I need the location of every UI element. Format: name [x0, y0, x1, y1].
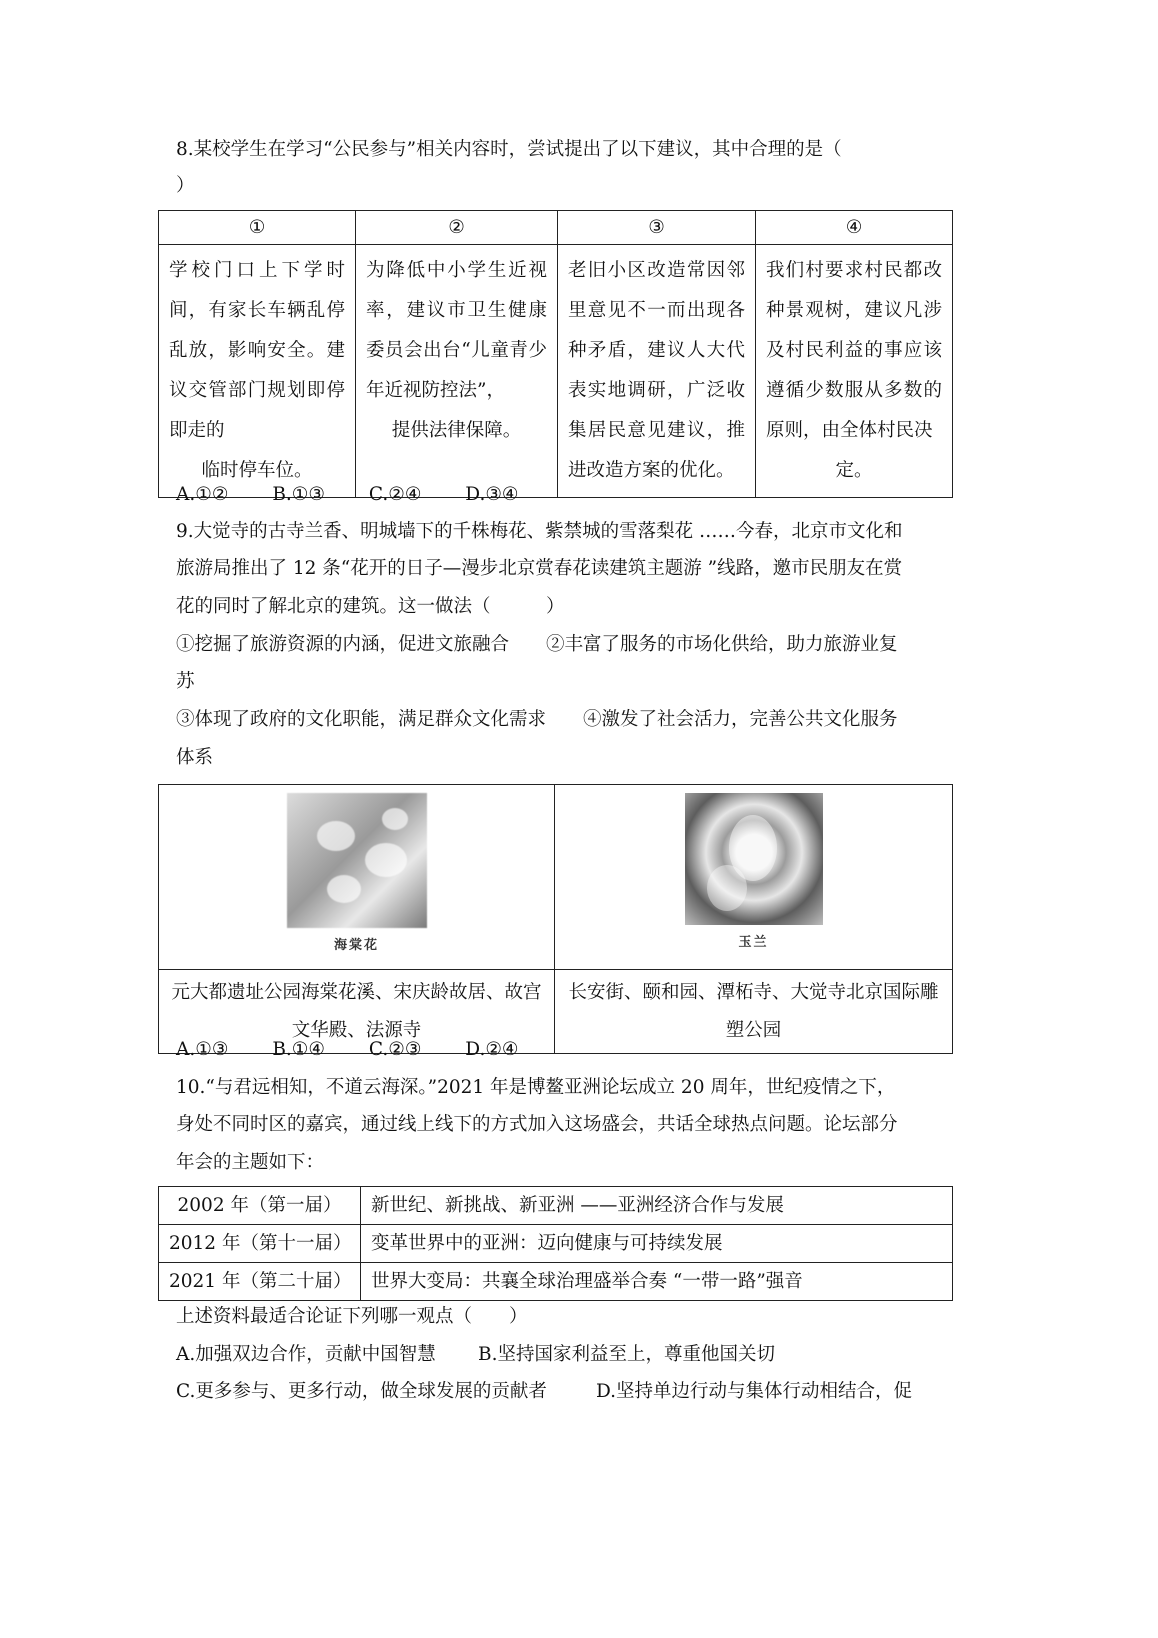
q8-cell-4-last: 定。 — [835, 460, 873, 481]
q10-option-a[interactable]: A.加强双边合作，贡献中国智慧 — [176, 1344, 436, 1365]
q8-cell-1-text: 学校门口上下学时间，有家长车辆乱停乱放，影响安全。建议交管部门规划即停即走的 — [169, 260, 345, 441]
q10-year-2021: 2021 年（第二十届） — [159, 1263, 361, 1301]
q10-question: 上述资料最适合论证下列哪一观点（ ） — [176, 1306, 528, 1327]
q9-yulan-places: 长安街、颐和园、潭柘寺、大觉寺北京国际雕塑公园 — [555, 970, 953, 1054]
q10-stem-line2: 身处不同时区的嘉宾，通过线上线下的方式加入这场盛会，共话全球热点问题。论坛部分 — [176, 1114, 898, 1135]
q10-stem-line3: 年会的主题如下： — [176, 1152, 325, 1173]
q10-year-2002: 2002 年（第一届） — [159, 1187, 361, 1225]
q8-cell-2-last: 提供法律保障。 — [391, 420, 522, 441]
q10-option-d[interactable]: D.坚持单边行动与集体行动相结合，促 — [596, 1381, 913, 1402]
q10-theme-2002: 新世纪、新挑战、新亚洲 ——亚洲经济合作与发展 — [361, 1187, 953, 1225]
q10-row-2002 — [159, 1187, 953, 1225]
q9-haitang-image-cell — [159, 785, 555, 970]
q8-stem-line1: 8.某校学生在学习“公民参与”相关内容时，尝试提出了以下建议，其中合理的是（ — [176, 139, 842, 160]
haitang-caption: 海棠花 — [333, 938, 379, 953]
q9-option-b[interactable]: B.①④ — [272, 1039, 325, 1060]
q9-item1-line2: 苏 — [176, 671, 195, 692]
q9-item2-line2: 体系 — [176, 747, 214, 768]
q8-option-b[interactable]: B.①③ — [272, 484, 325, 505]
q9-stem-line2: 旅游局推出了 12 条“花开的日子—漫步北京赏春花读建筑主题游 ”线路，邀市民朋友在赏 — [176, 558, 903, 579]
q9-option-a[interactable]: A.①③ — [176, 1039, 229, 1060]
q9-item1-line1: ①挖掘了旅游资源的内涵，促进文旅融合 ②丰富了服务的市场化供给，助力旅游业复 — [176, 634, 898, 655]
q10-stem-line1: 10.“与君远相知，不道云海深。”2021 年是博鳌亚洲论坛成立 20 周年，世纪疫情之下， — [176, 1077, 896, 1098]
q9-yulan-image-cell — [555, 785, 953, 970]
q9-flower-table — [158, 784, 953, 1054]
q10-theme-2012: 变革世界中的亚洲：迈向健康与可持续发展 — [361, 1225, 953, 1263]
q9-haitang-places: 元大都遗址公园海棠花溪、宋庆龄故居、故宫文华殿、法源寺 — [159, 970, 555, 1054]
q8-cell-3-text: 老旧小区改造常因邻里意见不一而出现各种矛盾，建议人大代表实地调研，广泛收集居民意见建议，推进改造方案的优化。 — [568, 260, 745, 481]
q10-option-b[interactable]: B.坚持国家利益至上，尊重他国关切 — [478, 1344, 775, 1365]
q8-header-3: ③ — [558, 211, 756, 245]
q8-option-a[interactable]: A.①② — [176, 484, 229, 505]
q8-header-2: ② — [356, 211, 558, 245]
q10-row-2012 — [159, 1225, 953, 1263]
q10-theme-table — [158, 1186, 953, 1301]
q8-cell-2 — [356, 245, 558, 498]
q9-stem-line3: 花的同时了解北京的建筑。这一做法（ ） — [176, 596, 565, 617]
q8-cell-1 — [159, 245, 356, 498]
q8-proposal-table — [158, 210, 953, 498]
q8-option-d[interactable]: D.③④ — [465, 484, 519, 505]
q8-header-1: ① — [159, 211, 356, 245]
q8-header-4: ④ — [756, 211, 953, 245]
q9-stem-line1: 9.大觉寺的古寺兰香、明城墙下的千株梅花、紫禁城的雪落梨花 ……今春，北京市文化和 — [176, 521, 903, 542]
q8-cell-2-text: 为降低中小学生近视率，建议市卫生健康委员会出台“儿童青少年近视防控法”， — [366, 260, 547, 401]
q8-cell-1-last: 临时停车位。 — [201, 460, 313, 481]
q8-option-c[interactable]: C.②④ — [368, 484, 422, 505]
q8-cell-3 — [558, 245, 756, 498]
q9-option-d[interactable]: D.②④ — [465, 1039, 519, 1060]
q9-options — [176, 1037, 557, 1063]
q9-item2-line1: ③体现了政府的文化职能，满足群众文化需求 ④激发了社会活力，完善公共文化服务 — [176, 709, 898, 730]
yulan-flower-photo — [685, 793, 823, 925]
q8-cell-4 — [756, 245, 953, 498]
haitang-flower-photo — [287, 793, 427, 928]
q8-stem-line2: ） — [176, 175, 195, 196]
q10-row-2021 — [159, 1263, 953, 1301]
q10-option-c[interactable]: C.更多参与、更多行动，做全球发展的贡献者 — [176, 1381, 547, 1402]
q10-year-2012: 2012 年（第十一届） — [159, 1225, 361, 1263]
q9-option-c[interactable]: C.②③ — [368, 1039, 422, 1060]
yulan-caption: 玉兰 — [738, 935, 769, 950]
q10-theme-2021: 世界大变局：共襄全球治理盛举合奏 “一带一路”强音 — [361, 1263, 953, 1301]
q8-options — [176, 482, 557, 508]
q8-cell-4-text: 我们村要求村民都改种景观树，建议凡涉及村民利益的事应该遵循少数服从多数的原则，由全体村民决 — [766, 260, 942, 441]
